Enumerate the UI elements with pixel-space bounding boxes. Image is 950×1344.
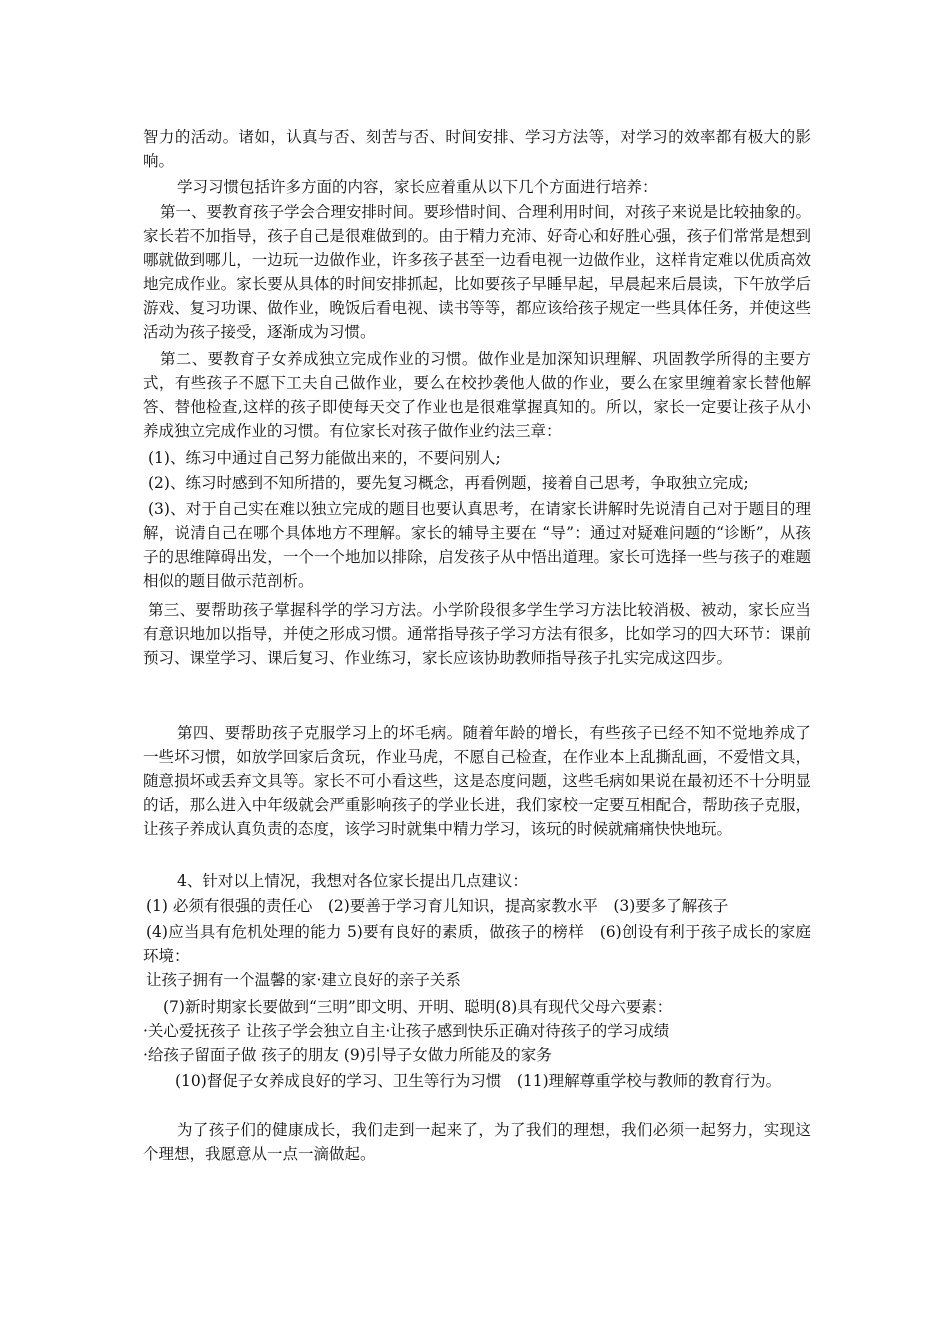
suggestion-line-7: (10)督促子女养成良好的学习、卫生等行为习惯 (11)理解尊重学校与教师的教育行为。 (175, 1072, 782, 1090)
suggestion-line-5: ·关心爱抚孩子 让孩子学会独立自主·让孩子感到快乐正确对待孩子的学习成绩 (143, 1022, 670, 1040)
paragraph-second-independent-homework: 第二、要教育子女养成独立完成作业的习惯。做作业是加深知识理解、巩固教学所得的主要方式，有些孩子不愿下工夫自己做作业，要么在校抄袭他人做的作业，要么在家里缠着家长替他解答、替他检查,这样的孩子即使每天交了作业也是很难掌握真知的。所以，家长一定要让孩子从小养成独立完成作业的习惯。有位家长对孩子做作业约法三章： (143, 350, 811, 440)
suggestion-line-3: 让孩子拥有一个温馨的家·建立良好的亲子关系 (146, 971, 461, 989)
paragraph-closing: 为了孩子们的健康成长，我们走到一起来了，为了我们的理想，我们必须一起努力，实现这个理想，我愿意从一点一滴做起。 (143, 1121, 811, 1163)
rule-item-3: (3)、对于自己实在难以独立完成的题目也要认真思考，在请家长讲解时先说清自己对于题目的理解，说清自己在哪个具体地方不理解。家长的辅导主要在 “导”：通过对疑难问题的“诊断”，从孩子的思维障碍出发，一个一个地加以排除，启发孩子从中悟出道理。家长可选择一些与孩子的难题相似的题目做示范剖析。 (143, 500, 811, 590)
paragraph-study-factors: 智力的活动。诸如，认真与否、刻苦与否、时间安排、学习方法等，对学习的效率都有极大的影响。 (143, 128, 811, 170)
suggestion-line-1: (1) 必须有很强的责任心 (2)要善于学习育儿知识，提高家教水平 (3)要多了解孩子 (146, 897, 729, 915)
paragraph-habits-intro: 学习习惯包括许多方面的内容，家长应着重从以下几个方面进行培养： (177, 178, 658, 196)
paragraph-suggestions-heading: 4、针对以上情况，我想对各位家长提出几点建议： (177, 872, 528, 890)
paragraph-third-study-methods: 第三、要帮助孩子掌握科学的学习方法。小学阶段很多学生学习方法比较消极、被动，家长应当有意识地加以指导，并使之形成习惯。通常指导孩子学习方法有很多，比如学习的四大环节：课前预习、课堂学习、课后复习、作业练习，家长应该协助教师指导孩子扎实完成这四步。 (143, 601, 811, 667)
suggestion-line-2: (4)应当具有危机处理的能力 5)要有良好的素质，做孩子的榜样 (6)创设有利于孩子成长的家庭环境： (143, 923, 811, 965)
suggestion-line-6: ·给孩子留面子做 孩子的朋友 (9)引导子女做力所能及的家务 (143, 1046, 552, 1064)
paragraph-first-time-management: 第一、要教育孩子学会合理安排时间。要珍惜时间、合理利用时间，对孩子来说是比较抽象的。家长若不加指导，孩子自己是很难做到的。由于精力充沛、好奇心和好胜心强，孩子们常常是想到哪就做到哪儿，一边玩一边做作业，许多孩子甚至一边看电视一边做作业，这样肯定难以优质高效地完成作业。家长要从具体的时间安排抓起，比如要孩子早睡早起，早晨起来后晨读，下午放学后游戏、复习功课、做作业，晚饭后看电视、读书等等，都应该给孩子规定一些具体任务，并使这些活动为孩子接受，逐渐成为习惯。 (143, 203, 812, 341)
rule-item-1: (1)、练习中通过自己努力能做出来的，不要问别人; (148, 449, 501, 467)
paragraph-fourth-bad-habits: 第四、要帮助孩子克服学习上的坏毛病。随着年龄的增长，有些孩子已经不知不觉地养成了一些坏习惯，如放学回家后贪玩，作业马虎，不愿自己检查，在作业本上乱撕乱画，不爱惜文具，随意损坏或丢弃文具等。家长不可小看这些，这是态度问题，这些毛病如果说在最初还不十分明显的话，那么进入中年级就会严重影响孩子的学业长进，我们家校一定要互相配合，帮助孩子克服，让孩子养成认真负责的态度，该学习时就集中精力学习，该玩的时候就痛痛快快地玩。 (143, 724, 811, 838)
suggestion-line-4: (7)新时期家长要做到“三明”即文明、开明、聪明(8)具有现代父母六要素： (163, 998, 673, 1016)
rule-item-2: (2)、练习时感到不知所措的，要先复习概念，再看例题，接着自己思考，争取独立完成; (148, 474, 749, 492)
